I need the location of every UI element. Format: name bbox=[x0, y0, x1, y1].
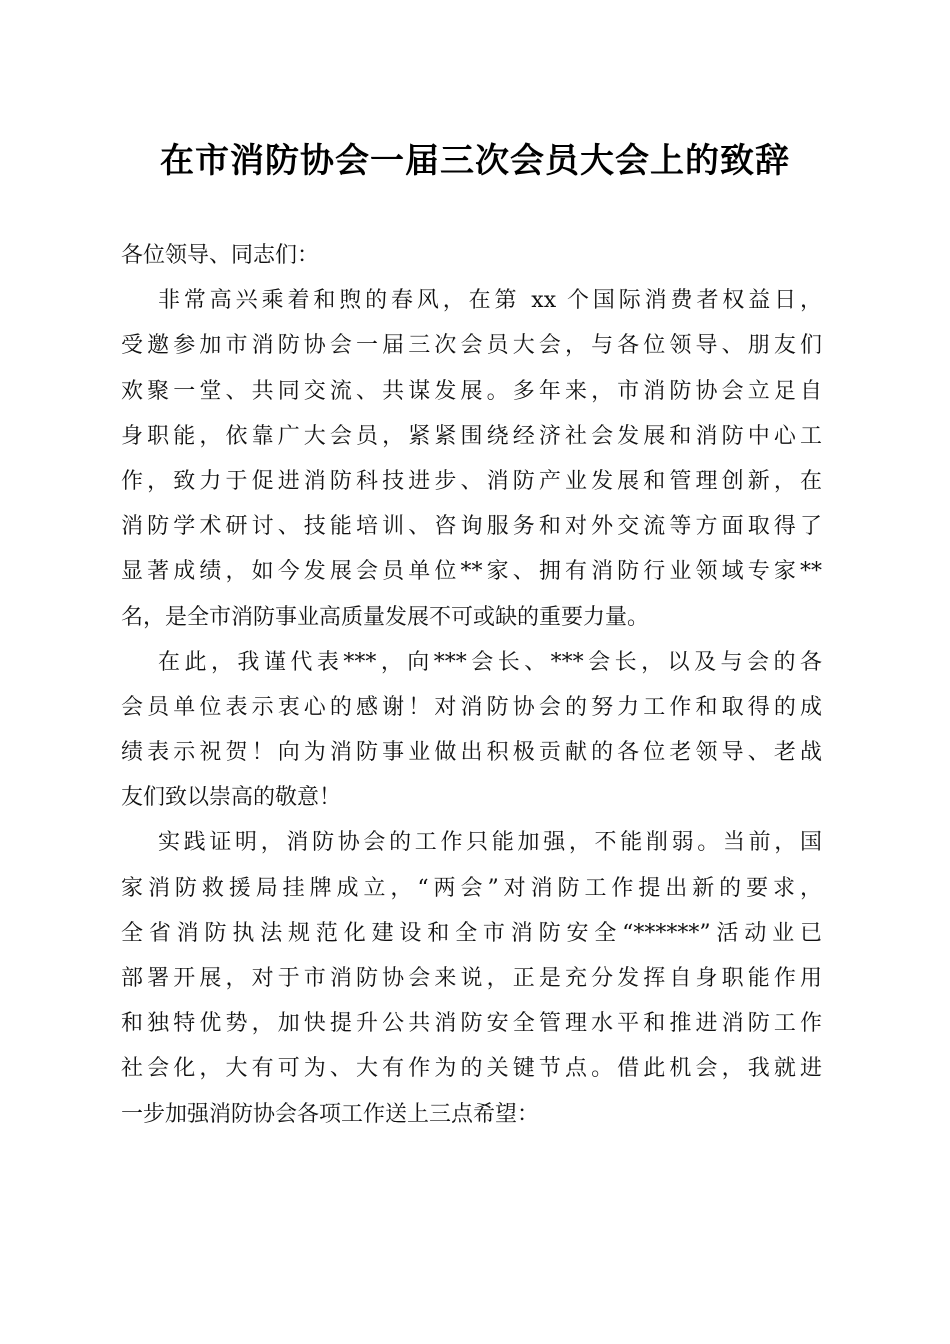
paragraph-1-line-4: 身职能，依靠广大会员，紧紧围绕经济社会发展和消防中心工 bbox=[121, 423, 822, 449]
paragraph-3-line-4: 部署开展，对于市消防协会来说，正是充分发挥自身职能作用 bbox=[121, 966, 822, 991]
paragraph-1-line-2: 受邀参加市消防协会一届三次会员大会，与各位领导、朋友们 bbox=[121, 333, 822, 359]
paragraph-2-line-3: 绩表示祝贺！向为消防事业做出积极贡献的各位老领导、老战 bbox=[121, 740, 822, 766]
paragraph-3-line-7: 一步加强消防协会各项工作送上三点希望： bbox=[121, 1101, 540, 1127]
paragraph-3-line-5: 和独特优势，加快提升公共消防安全管理水平和推进消防工作 bbox=[121, 1011, 822, 1037]
salutation-line: 各位领导、同志们： bbox=[121, 243, 320, 268]
paragraph-3-line-1: 实践证明，消防协会的工作只能加强，不能削弱。当前，国 bbox=[158, 830, 822, 856]
paragraph-1-line-5: 作，致力于促进消防科技进步、消防产业发展和管理创新，在 bbox=[121, 468, 822, 494]
paragraph-1-line-6: 消防学术研讨、技能培训、咨询服务和对外交流等方面取得了 bbox=[121, 514, 822, 540]
paragraph-1-line-3: 欢聚一堂、共同交流、共谋发展。多年来，市消防协会立足自 bbox=[121, 378, 822, 404]
paragraph-2-line-2: 会员单位表示衷心的感谢！对消防协会的努力工作和取得的成 bbox=[121, 694, 822, 720]
paragraph-1-line-7: 显著成绩，如今发展会员单位**家、拥有消防行业领域专家** bbox=[121, 559, 822, 585]
paragraph-3-line-3: 全省消防执法规范化建设和全市消防安全“******”活动业已 bbox=[121, 920, 822, 946]
paragraph-3-line-2: 家消防救援局挂牌成立，“两会”对消防工作提出新的要求， bbox=[121, 875, 822, 901]
paragraph-2-line-4: 友们致以崇高的敬意！ bbox=[121, 785, 342, 811]
paragraph-2-line-1: 在此，我谨代表***，向***会长、***会长，以及与会的各 bbox=[158, 649, 822, 675]
document-title: 在市消防协会一届三次会员大会上的致辞 bbox=[160, 141, 790, 181]
paragraph-3-line-6: 社会化，大有可为、大有作为的关键节点。借此机会，我就进 bbox=[121, 1056, 822, 1082]
paragraph-1-line-8: 名，是全市消防事业高质量发展不可或缺的重要力量。 bbox=[121, 604, 650, 630]
document-body bbox=[121, 233, 822, 1137]
paragraph-1-line-1: 非常高兴乘着和煦的春风，在第 xx 个国际消费者权益日， bbox=[158, 288, 822, 314]
